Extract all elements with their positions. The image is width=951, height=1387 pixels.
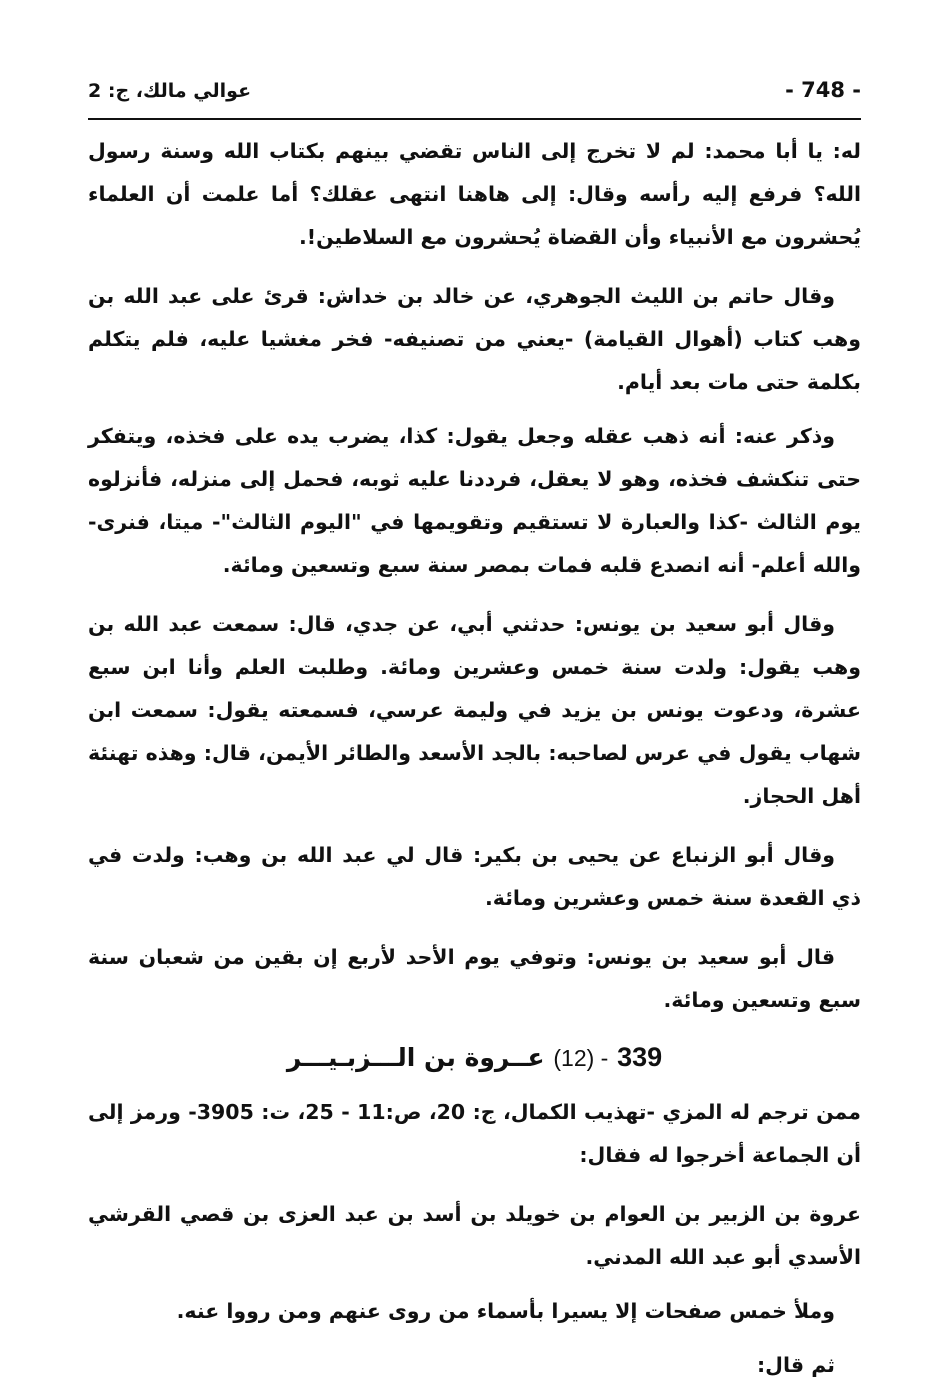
paragraph: قال أبو سعيد بن يونس: وتوفي يوم الأحد لأربع إن بقين من شعبان سنة سبع وتسعين ومائة. [88,945,861,1012]
paragraph: وملأ خمس صفحات إلا يسيرا بأسماء من روى عنهم ومن رووا عنه. [176,1299,835,1323]
paragraph: وقال أبو سعيد بن يونس: حدثني أبي، عن جدي، قال: سمعت عبد الله بن وهب يقول: ولدت سنة خمس وعشرين ومائة. وطلبت العلم وأنا ابن سبع عشرة، ودعوت يونس بن يزيد في وليمة عرسي، فسمعته يقول: سمعت ابن شهاب يقول في عرس لصاحبه: بالجد الأسعد والطائر الأيمن، قال: وهذه تهنئة أهل الحجاز. [88,612,861,808]
paragraph: ممن ترجم له المزي -تهذيب الكمال، ج: 20، ص:11 - 25، ت: 3905- ورمز إلى أن الجماعة أخرجوا له فقال: [88,1100,861,1167]
entry-name: عــروة بن الـــزبـيـــر [286,1043,545,1072]
running-title: عوالي مالك، ج: 2 [88,80,252,102]
paragraph: وقال حاتم بن الليث الجوهري، عن خالد بن خداش: قرئ على عبد الله بن وهب كتاب (أهوال القيامة) -يعني من تصنيفه- فخر مغشيا عليه، فلم يتكلم بكلمة حتى مات بعد أيام. [88,284,861,394]
paragraph: ثم قال: [756,1353,835,1377]
entry-sub-number: - (12) [553,1045,609,1071]
page-number: - 748 - [785,78,861,102]
paragraph: له: يا أبا محمد: لم لا تخرج إلى الناس تقضي بينهم بكتاب الله وسنة رسول الله؟ فرفع إليه رأسه وقال: إلى هاهنا انتهى عقلك؟ أما علمت أن العلماء يُحشرون مع الأنبياء وأن القضاة يُحشرون مع السلاطين!. [88,139,861,249]
paragraph: عروة بن الزبير بن العوام بن خويلد بن أسد بن عبد العزى بن قصي القرشي الأسدي أبو عبد الله المدني. [88,1202,861,1269]
paragraph: وذكر عنه: أنه ذهب عقله وجعل يقول: كذا، يضرب يده على فخذه، ويتفكر حتى تنكشف فخذه، وهو لا يعقل، فرددنا عليه ثوبه، فحمل إلى منزله، فأنزلوه يوم الثالث -كذا والعبارة لا تستقيم وتقويمها في "اليوم الثالث"- ميتا، فنرى- والله أعلم- أنه انصدع قلبه فمات بمصر سنة سبع وتسعين ومائة. [88,424,861,577]
paragraph: وقال أبو الزنباع عن يحيى بن بكير: قال لي عبد الله بن وهب: ولدت في ذي القعدة سنة خمس وعشرين ومائة. [88,843,861,910]
page-body [88,130,861,1387]
page-header [88,74,861,110]
entry-number: 339 [617,1042,663,1072]
header-rule [88,118,861,120]
section-heading [88,1034,861,1081]
